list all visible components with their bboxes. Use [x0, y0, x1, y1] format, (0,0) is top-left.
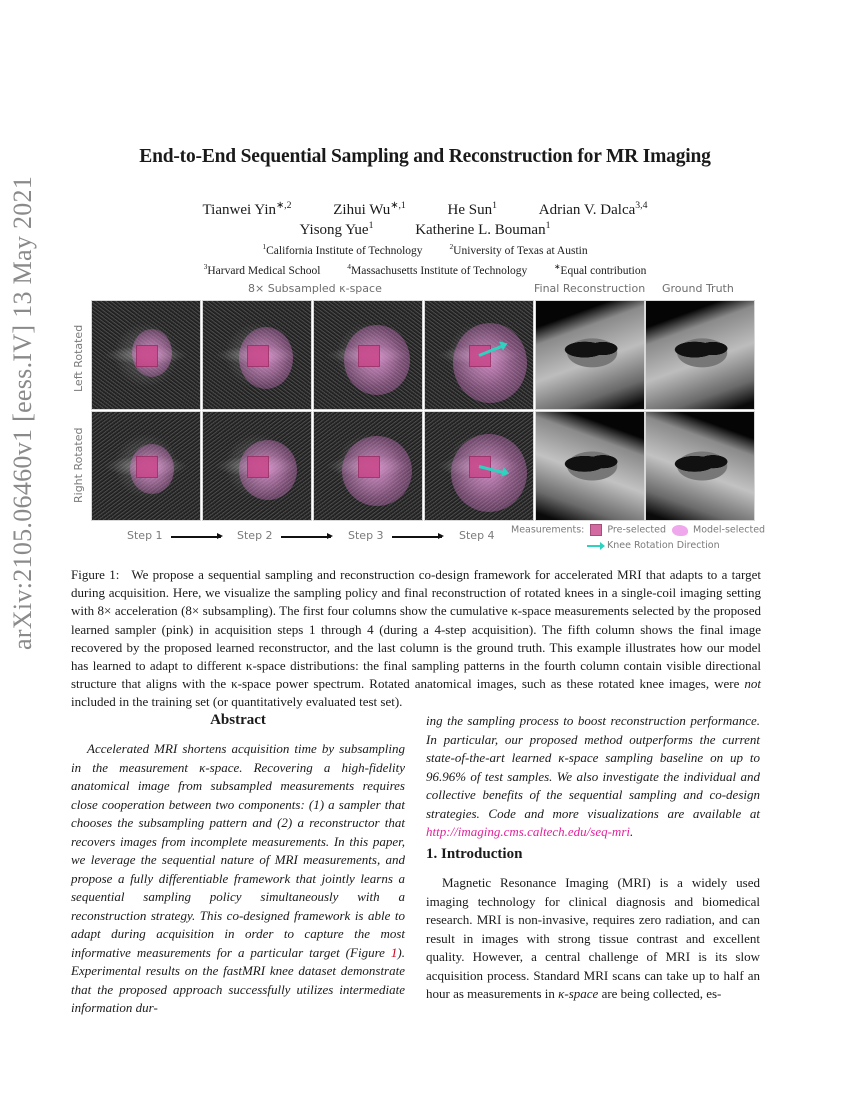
kspace-panel-left-step1: [91, 300, 201, 410]
reconstruction-left-rotated: [535, 300, 645, 410]
step-label-2: Step 2: [237, 529, 273, 542]
abstract-body-left: Accelerated MRI shortens acquisition time by subsampling in the measurement κ-space. Recovering a high-fidelity anatomical image from subsampled measurements requires close cooperation between two components: (1) a sampler that chooses the subsampling pattern and (2) a reconstructor that recovers images from incomplete measurements. In this paper, we leverage the sequential nature of MRI measurements, and propose a fully differentiable framework that jointly learns a sequential sampling policy simultaneously with a reconstruction strategy. This co-designed framework is able to adapt during acquisition in order to capture the most informative measurements for a particular target (Figure 1). Experimental results on the fastMRI knee dataset demonstrate that the proposed approach successfully utilizes intermediate information dur-: [71, 741, 405, 1015]
author: Adrian V. Dalca$^{3,4}$: [538, 200, 648, 218]
caption-label: Figure 1:: [71, 567, 120, 582]
step-arrow-icon: [171, 536, 221, 538]
row-label-right-rotated: Right Rotated: [72, 427, 85, 503]
kspace-panel-right-step3: [313, 411, 423, 521]
figure-caption: Figure 1: We propose a sequential sampling and reconstruction co-design framework for accelerated MRI that adapts to a target during acquisition. Here, we visualize the sampling policy and final reconstruction of rotated knees in a single-coil imaging setting with 8× acceleration (8× subsampling). The first four columns show the cumulative κ-space measurements selected by the proposed learned sampler (pink) in acquisition steps 1 through 4 (during a 4-step acquisition). The fifth column shows the final image recovered by the proposed learned reconstructor, and the last column is the ground truth. This example illustrates how our model has learned to adapt to different κ-space distributions: the final sampling patterns in the fourth column contain visible directional structure that aligns with the κ-space power spectrum. Rotated anatomical images, such as these rotated knee images, were not included in the training set (or quantitatively evaluated test set).: [71, 567, 762, 710]
step-label-4: Step 4: [459, 529, 495, 542]
reconstruction-right-rotated: [535, 411, 645, 521]
affiliations-line-2: [0, 262, 850, 277]
kspace-panel-left-step2: [202, 300, 312, 410]
kspace-header: 8× Subsampled κ-space: [248, 282, 382, 295]
legend-modelselected: Model-selected: [693, 524, 766, 536]
figure-legend: [511, 524, 765, 536]
author: Zihui $Wu^{∗,1}$: [333, 200, 406, 218]
affiliations-line-1: [0, 242, 850, 257]
preselected-region: [247, 456, 269, 478]
preselected-region: [358, 345, 380, 367]
ground-truth-header: Ground Truth: [662, 282, 734, 295]
modelselected-swatch-icon: [672, 525, 688, 536]
legend-measurements-label: Measurements:: [511, 524, 585, 536]
step-label-1: Step 1: [127, 529, 163, 542]
author: Yisong Yue$^1$: [299, 220, 374, 238]
author-line-1: [0, 200, 850, 219]
figure-1-link[interactable]: 1: [390, 944, 398, 960]
author-line-2: [0, 220, 850, 239]
ground-truth-left-rotated: [645, 300, 755, 410]
rotation-arrow-icon: [587, 545, 601, 547]
project-url-link[interactable]: http://imaging.cms.caltech.edu/seq-mri: [426, 824, 630, 839]
preselected-region: [358, 456, 380, 478]
preselected-region: [247, 345, 269, 367]
abstract-heading: Abstract: [210, 712, 266, 728]
author: Tianwei Yin$^{∗,2}$: [202, 200, 292, 218]
preselected-region: [136, 456, 158, 478]
step-arrow-icon: [281, 536, 331, 538]
preselected-region: [136, 345, 158, 367]
step-arrow-icon: [392, 536, 442, 538]
row-label-left-rotated: Left Rotated: [72, 324, 85, 392]
ground-truth-right-rotated: [645, 411, 755, 521]
kspace-panel-right-step2: [202, 411, 312, 521]
introduction-heading: 1. Introduction: [426, 846, 523, 862]
preselected-swatch-icon: [590, 524, 602, 536]
legend-rotation: Knee Rotation Direction: [607, 540, 720, 551]
introduction-body: Magnetic Resonance Imaging (MRI) is a widely used imaging technology for clinical diagnosis and biomedical research. MRI is non-invasive, requires zero radiation, and can result in images with strong tissue contrast and excellent quality. However, a central challenge of MRI is its slow acquisition process. Standard MRI scans can take up to half an hour as measurements in κ-space are being collected, es-: [426, 875, 760, 1001]
legend-preselected: Pre-selected: [607, 524, 667, 536]
affiliation: $^2$University of Texas at Austin: [449, 242, 588, 257]
author: He Sun$^1$: [447, 200, 497, 218]
figure-legend-rotation: [587, 540, 720, 551]
affiliation: $^3$Harvard Medical School: [203, 262, 321, 277]
abstract-body-right: ing the sampling process to boost reconstruction performance. In particular, our proposed method outperforms the current state-of-the-art learned κ-space sampling baseline on up to 96.96% of test samples. We also investigate the individual and collective benefits of the sequential sampling and co-design strategies. Code and more visualizations are available at http://imaging.cms.caltech.edu/seq-mri.: [426, 713, 760, 839]
paper-title: End-to-End Sequential Sampling and Reconstruction for MR Imaging: [139, 146, 711, 167]
author: Katherine L. Bouman$^1$: [415, 220, 551, 238]
kspace-panel-left-step4: [424, 300, 534, 410]
affiliation: ∗Equal contribution: [554, 262, 647, 277]
reconstruction-header: Final Reconstruction: [534, 282, 646, 295]
step-label-3: Step 3: [348, 529, 384, 542]
kspace-panel-left-step3: [313, 300, 423, 410]
kspace-panel-right-step1: [91, 411, 201, 521]
arxiv-identifier-stamp: arXiv:2105.06460v1 [eess.IV] 13 May 2021: [8, 175, 37, 650]
affiliation: $^4$Massachusetts Institute of Technology: [347, 262, 528, 277]
affiliation: $^1$California Institute of Technology: [262, 242, 423, 257]
kspace-panel-right-step4: [424, 411, 534, 521]
